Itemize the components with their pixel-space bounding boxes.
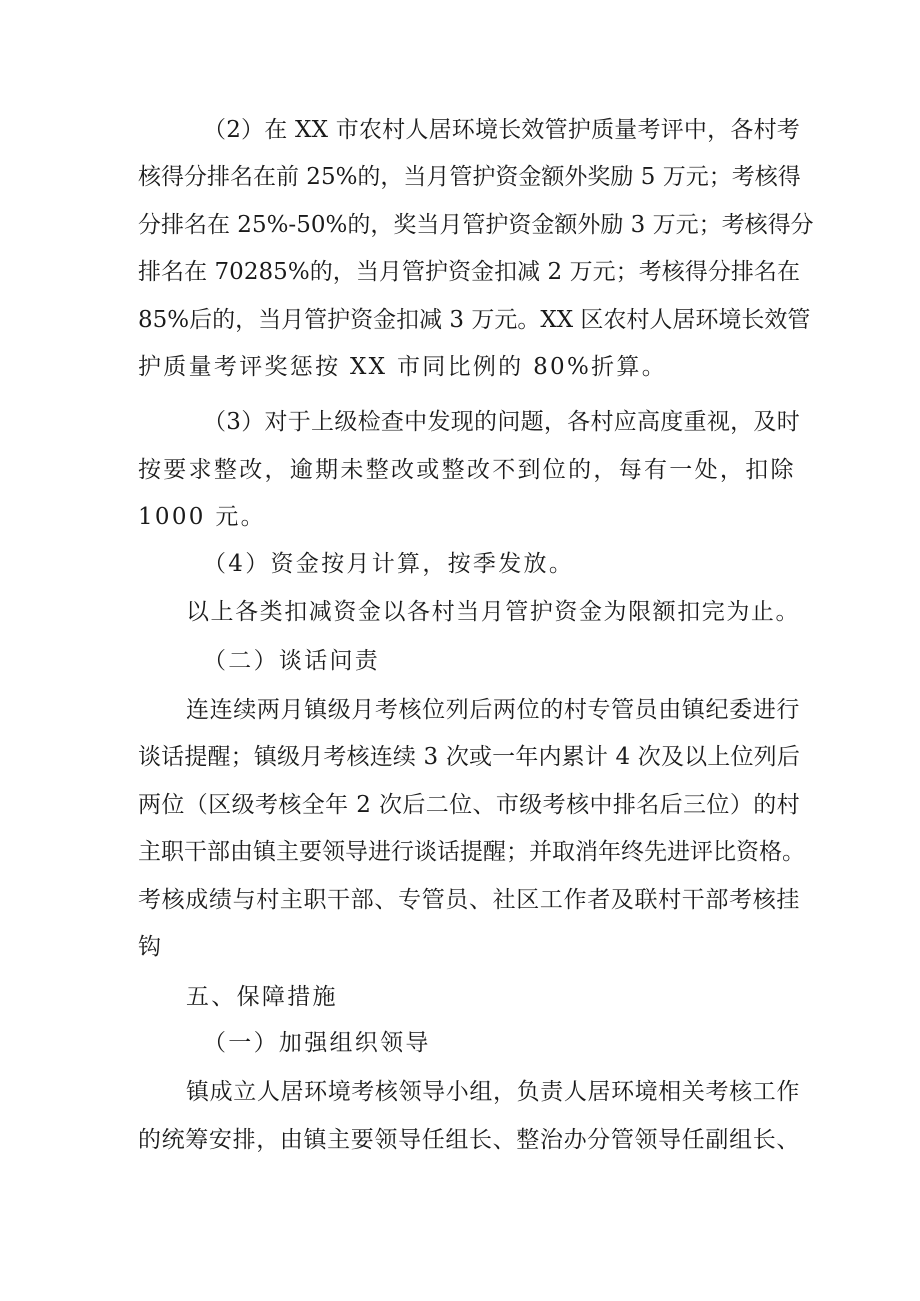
paragraph-3-line-3: 1000 元。 bbox=[138, 504, 266, 530]
accountability-line-1: 连连续两月镇级月考核位列后两位的村专管员由镇纪委进行 bbox=[186, 697, 800, 723]
paragraph-2-line-3: 分排名在 25%-50%的，奖当月管护资金额外励 3 万元；考核得分 bbox=[138, 212, 814, 238]
paragraph-2-line-2: 核得分排名在前 25%的，当月管护资金额外奖励 5 万元；考核得 bbox=[138, 164, 801, 190]
paragraph-4: （4）资金按月计算，按季发放。 bbox=[203, 551, 575, 577]
paragraph-2-line-4: 排名在 70285%的，当月管护资金扣减 2 万元；考核得分排名在 bbox=[138, 259, 800, 285]
accountability-line-2: 谈话提醒；镇级月考核连续 3 次或一年内累计 4 次及以上位列后 bbox=[138, 744, 800, 770]
paragraph-3-line-2: 按要求整改，逾期未整改或整改不到位的，每有一处，扣除 bbox=[138, 457, 796, 483]
paragraph-2-line-5: 85%后的，当月管护资金扣减 3 万元。XX 区农村人居环境长效管 bbox=[138, 307, 811, 333]
accountability-line-6: 钩 bbox=[138, 934, 164, 960]
paragraph-2-line-6: 护质量考评奖惩按 XX 市同比例的 80%折算。 bbox=[138, 354, 668, 380]
summary-paragraph: 以上各类扣减资金以各村当月管护资金为限额扣完为止。 bbox=[186, 599, 800, 625]
leadership-line-1: 镇成立人居环境考核领导小组，负责人居环境相关考核工作 bbox=[186, 1079, 800, 1105]
paragraph-2-line-1: （2）在 XX 市农村人居环境长效管护质量考评中，各村考 bbox=[203, 117, 800, 143]
paragraph-3-line-1: （3）对于上级检查中发现的问题，各村应高度重视，及时 bbox=[203, 409, 800, 435]
accountability-line-5: 考核成绩与村主职干部、专管员、社区工作者及联村干部考核挂 bbox=[138, 887, 800, 913]
section-heading-leadership: （一）加强组织领导 bbox=[203, 1030, 431, 1056]
chapter-heading-safeguards: 五、保障措施 bbox=[186, 984, 338, 1010]
leadership-line-2: 的统筹安排，由镇主要领导任组长、整治办分管领导任副组长、 bbox=[138, 1127, 800, 1153]
accountability-line-4: 主职干部由镇主要领导进行谈话提醒；并取消年终先进评比资格。 bbox=[138, 839, 805, 865]
section-heading-talk-accountability: （二）谈话问责 bbox=[203, 648, 381, 674]
accountability-line-3: 两位（区级考核全年 2 次后二位、市级考核中排名后三位）的村 bbox=[138, 792, 800, 818]
